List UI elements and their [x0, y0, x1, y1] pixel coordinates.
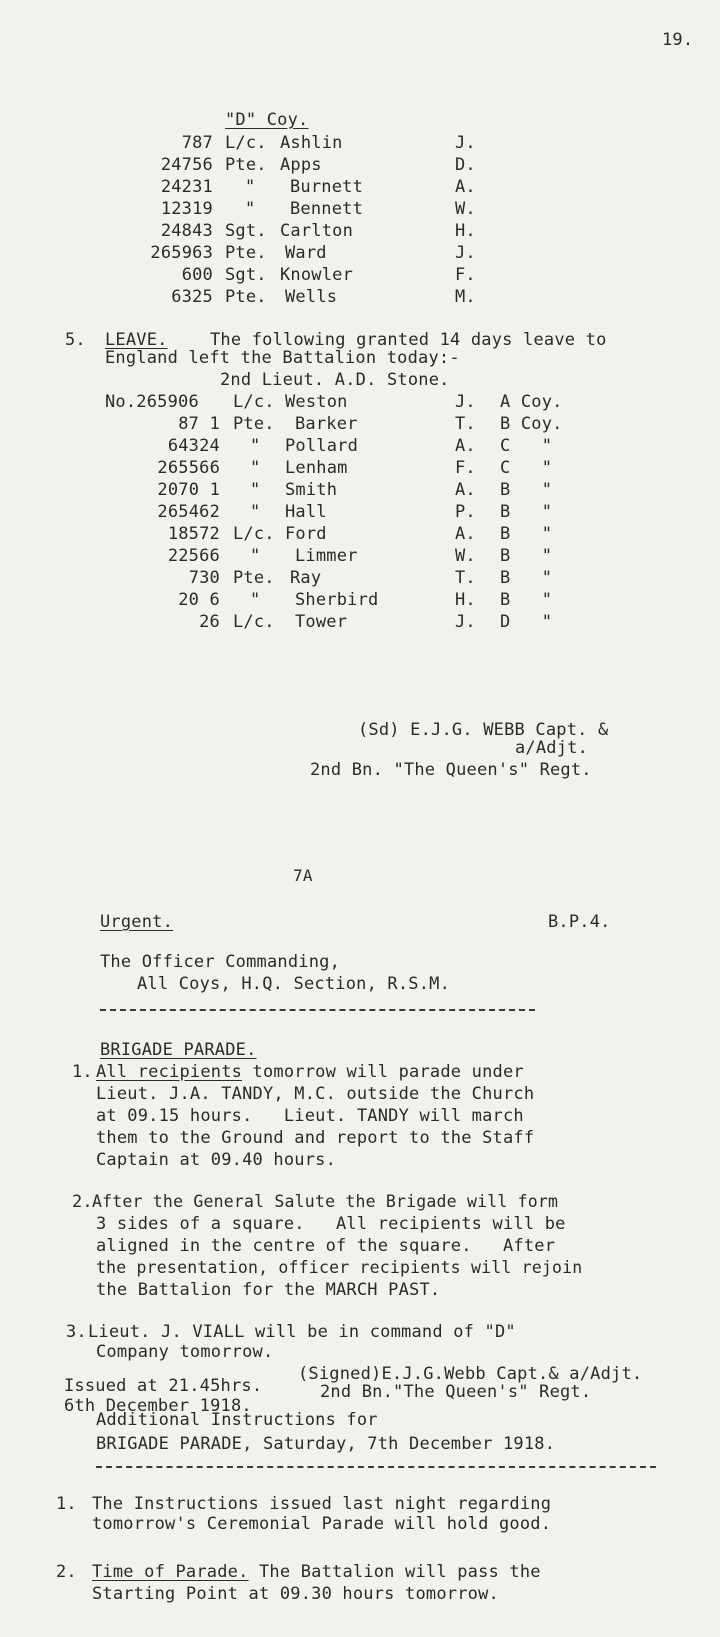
rank: Pte.	[225, 243, 267, 263]
initial: A.	[455, 524, 476, 544]
company: C "	[500, 458, 553, 478]
rank: "	[250, 436, 261, 456]
company: B Coy.	[500, 414, 563, 434]
final1-line2: tomorrow's Ceremonial Parade will hold good.	[92, 1514, 552, 1534]
service-number: 265566	[157, 458, 220, 478]
service-number: 2070 1	[157, 480, 220, 500]
para1-line2: Lieut. J.A. TANDY, M.C. outside the Church	[96, 1084, 535, 1104]
leave-line1: The following granted 14 days leave to	[210, 330, 607, 350]
para1-number: 1.	[72, 1062, 93, 1082]
rank: Pte.	[225, 287, 267, 307]
service-number: 64324	[167, 436, 220, 456]
service-number: 18572	[167, 524, 220, 544]
rank: L/c.	[225, 133, 267, 153]
initial: F.	[455, 265, 476, 285]
surname: Limmer	[295, 546, 358, 566]
divider	[100, 1009, 535, 1011]
rank: L/c.	[233, 392, 275, 412]
page-marker: 7A	[293, 866, 313, 885]
surname: Ashlin	[280, 133, 343, 153]
rank: "	[250, 502, 261, 522]
company: B "	[500, 568, 553, 588]
initial: A.	[455, 480, 476, 500]
para2-line4: the presentation, officer recipients will rejoin	[96, 1258, 583, 1277]
para2-line1: After the General Salute the Brigade will form	[92, 1192, 559, 1211]
service-number: 87 1	[178, 414, 220, 434]
final2-line2: Starting Point at 09.30 hours tomorrow.	[92, 1584, 499, 1604]
service-number: 12319	[160, 199, 213, 219]
para1-line5: Captain at 09.40 hours.	[96, 1150, 337, 1170]
para2-number: 2.	[72, 1192, 93, 1212]
initial: J.	[455, 612, 476, 632]
initial: M.	[455, 287, 476, 307]
final2-title: Time of Parade.	[92, 1562, 249, 1582]
signature2-line1: (Signed)E.J.G.Webb Capt.& a/Adjt.	[298, 1364, 643, 1384]
para3-number: 3.	[66, 1322, 87, 1342]
company: A Coy.	[500, 392, 563, 412]
additional-line2: BRIGADE PARADE, Saturday, 7th December 1918.	[96, 1434, 556, 1454]
para1-line1	[96, 1062, 524, 1082]
service-number: 787	[181, 133, 213, 153]
service-number: 730	[188, 568, 220, 588]
leave-officer: 2nd Lieut. A.D. Stone.	[220, 370, 450, 390]
surname: Bennett	[290, 199, 364, 219]
surname: Ray	[290, 568, 322, 588]
initial: W.	[455, 199, 476, 219]
para1-rest: tomorrow will parade under	[242, 1062, 524, 1082]
company: B "	[500, 546, 553, 566]
rank: Pte.	[233, 414, 275, 434]
surname: Carlton	[280, 221, 354, 241]
signature2-line2: 2nd Bn."The Queen's" Regt.	[320, 1382, 592, 1402]
rank: "	[250, 458, 261, 478]
surname: Smith	[285, 480, 338, 500]
page-number: 19.	[662, 30, 694, 50]
service-number: 24756	[160, 155, 213, 175]
initial: A.	[455, 177, 476, 197]
surname: Ford	[285, 524, 327, 544]
initial: F.	[455, 458, 476, 478]
brigade-title: BRIGADE PARADE.	[100, 1040, 257, 1060]
para2-line3: aligned in the centre of the square. After	[96, 1236, 556, 1256]
initial: J.	[455, 392, 476, 412]
rank: "	[245, 199, 256, 219]
rank: L/c.	[233, 524, 275, 544]
surname: Barker	[295, 414, 358, 434]
divider	[96, 1466, 656, 1468]
final2-number: 2.	[56, 1562, 77, 1582]
service-number: 265462	[157, 502, 220, 522]
reference-code: B.P.4.	[548, 912, 611, 932]
company: B "	[500, 524, 553, 544]
service-number: 22566	[167, 546, 220, 566]
rank: Pte.	[225, 155, 267, 175]
surname: Ward	[285, 243, 327, 263]
surname: Wells	[285, 287, 338, 307]
d-coy-heading: "D" Coy.	[225, 110, 309, 130]
leave-line2: England left the Battalion today:-	[105, 348, 460, 368]
address-line1: The Officer Commanding,	[100, 952, 341, 972]
service-number: No.265906	[105, 392, 199, 412]
para3-line2: Company tomorrow.	[96, 1342, 274, 1362]
rank: Pte.	[233, 568, 275, 588]
company: C "	[500, 436, 553, 456]
para1-lead: All recipients	[96, 1062, 243, 1082]
company: B "	[500, 502, 553, 522]
service-number: 265963	[150, 243, 213, 263]
final2-rest: The Battalion will pass the	[248, 1562, 541, 1582]
surname: Weston	[285, 392, 348, 412]
para1-line3: at 09.15 hours. Lieut. TANDY will march	[96, 1106, 524, 1126]
company: B "	[500, 590, 553, 610]
issued-line1: Issued at 21.45hrs.	[64, 1376, 263, 1396]
service-number: 24231	[160, 177, 213, 197]
initial: J.	[455, 243, 476, 263]
urgent-label: Urgent.	[100, 912, 174, 932]
signature-line3: 2nd Bn. "The Queen's" Regt.	[310, 760, 592, 780]
surname: Burnett	[290, 177, 364, 197]
leave-title: LEAVE.	[105, 330, 168, 350]
para2-line2: 3 sides of a square. All recipients will be	[96, 1214, 566, 1234]
service-number: 600	[181, 265, 213, 285]
additional-line1: Additional Instructions for	[96, 1410, 378, 1430]
issued-line2: 6th December 1918.	[64, 1396, 252, 1416]
surname: Apps	[280, 155, 322, 175]
initial: T.	[455, 568, 476, 588]
surname: Hall	[285, 502, 327, 522]
signature-line1: (Sd) E.J.G. WEBB Capt. &	[358, 720, 609, 740]
service-number: 24843	[160, 221, 213, 241]
para1-line4: them to the Ground and report to the Staff	[96, 1128, 535, 1148]
final1-number: 1.	[56, 1494, 77, 1514]
para3-line1: Lieut. J. VIALL will be in command of "D"	[88, 1322, 516, 1342]
final1-line1: The Instructions issued last night regarding	[92, 1494, 552, 1514]
surname: Pollard	[285, 436, 359, 456]
surname: Tower	[295, 612, 348, 632]
company: B "	[500, 480, 553, 500]
surname: Sherbird	[295, 590, 379, 610]
service-number: 26	[199, 612, 220, 632]
rank: "	[250, 480, 261, 500]
signature-line2: a/Adjt.	[515, 738, 589, 758]
initial: T.	[455, 414, 476, 434]
initial: H.	[455, 221, 476, 241]
leave-number: 5.	[65, 330, 86, 350]
initial: J.	[455, 133, 476, 153]
para2-line5: the Battalion for the MARCH PAST.	[96, 1280, 441, 1300]
rank: Sgt.	[225, 265, 267, 285]
surname: Knowler	[280, 265, 354, 285]
service-number: 6325	[171, 287, 213, 307]
rank: "	[250, 590, 261, 610]
service-number: 20 6	[178, 590, 220, 610]
rank: "	[250, 546, 261, 566]
company: D "	[500, 612, 553, 632]
initial: W.	[455, 546, 476, 566]
rank: Sgt.	[225, 221, 267, 241]
surname: Lenham	[285, 458, 348, 478]
final2-line1	[92, 1562, 541, 1582]
address-line2: All Coys, H.Q. Section, R.S.M.	[137, 974, 451, 994]
initial: P.	[455, 502, 476, 522]
rank: L/c.	[233, 612, 275, 632]
initial: A.	[455, 436, 476, 456]
initial: H.	[455, 590, 476, 610]
rank: "	[245, 177, 256, 197]
initial: D.	[455, 155, 476, 175]
